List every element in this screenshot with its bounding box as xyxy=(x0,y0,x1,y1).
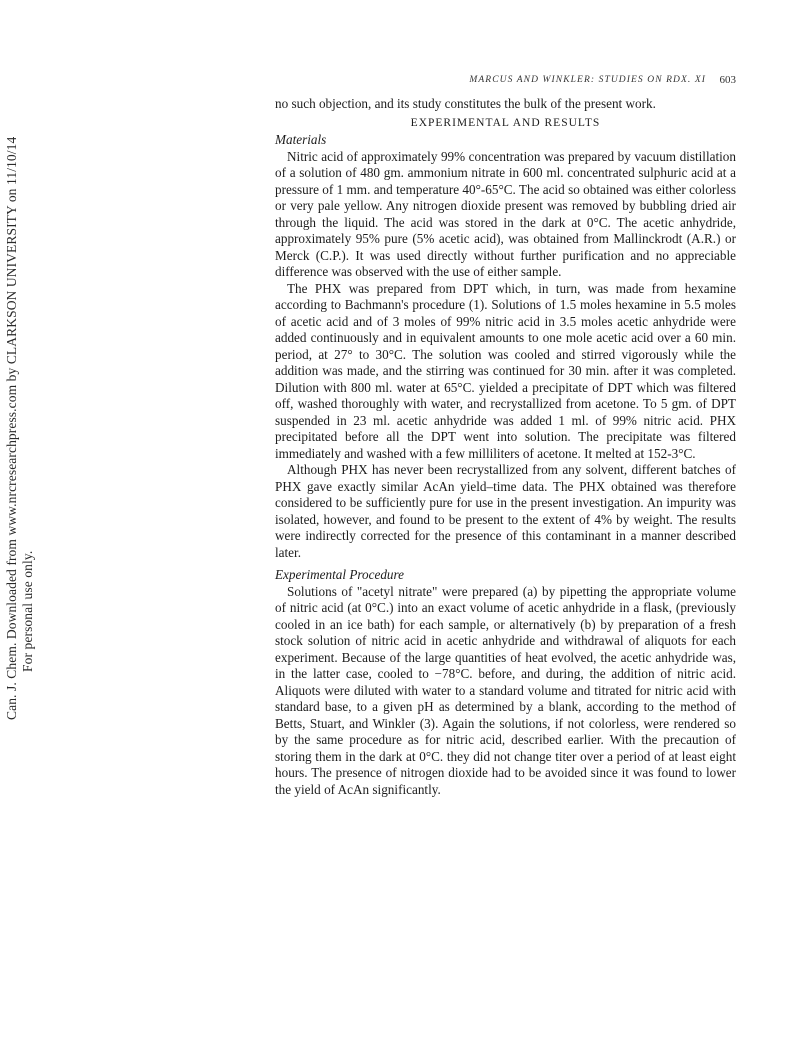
running-head: MARCUS AND WINKLER: STUDIES ON RDX. XI xyxy=(469,75,706,85)
section-title: EXPERIMENTAL AND RESULTS xyxy=(410,116,601,129)
page-number: 603 xyxy=(719,74,736,86)
materials-paragraph-2: The PHX was prepared from DPT which, in turn, was made from hexamine according to Bachmann's procedure (1). Solutions of 1.5 moles hexamine in 5.5 moles of acetic acid and of 3 moles of 99% nitric acid in 3.5 moles acetic anhydride were added continuously and in equivalent amounts to one mole acetic acid over a 60 min. period, at 27° to 30°C. The solution was cooled and stirred vigorously while the addition was made, and the stirring was continued for 30 min. after it was completed. Dilution with 800 ml. water at 65°C. yielded a precipitate of DPT which was filtered off, washed thoroughly with water, and recrystallized from acetone. To 5 gm. of DPT suspended in 23 ml. acetic anhydride was added 1 ml. of 99% nitric acid. PHX precipitated before all the DPT went into solution. The precipitate was filtered immediately and washed with a few milliliters of acetone. It melted at 152-3°C. xyxy=(275,280,736,461)
materials-paragraph-3: Although PHX has never been recrystallized from any solvent, different batches of PHX gave exactly similar AcAn yield–time data. The PHX obtained was therefore considered to be sufficiently pure for use in the present investigation. An impurity was isolated, however, and found to be present to the extent of 4% by weight. The results were indirectly corrected for the presence of this contaminant in a manner described later. xyxy=(275,462,736,560)
personal-use-notice: For personal use only. xyxy=(20,550,35,672)
intro-paragraph: no such objection, and its study constitutes the bulk of the present work. xyxy=(275,96,656,111)
download-watermark xyxy=(0,80,48,720)
procedure-paragraph-1: Solutions of "acetyl nitrate" were prepared (a) by pipetting the appropriate volume of nitric acid (at 0°C.) into an exact volume of acetic anhydride in a flask, (previously cooled in an ice bath) for each sample, or alternatively (b) by preparation of a fresh stock solution of nitric acid in acetic anhydride and withdrawal of aliquots for each experiment. Because of the large quantities of heat evolved, the acetic anhydride was, in the latter case, cooled to −78°C. before, and during, the addition of nitric acid. Aliquots were diluted with water to a standard volume and titrated for nitric acid with standard base, to a given pH as determined by a blank, according to the method of Betts, Stuart, and Winkler (3). Again the solutions, if not colorless, were rendered so by the same procedure as for nitric acid, described earlier. With the precaution of storing them in the dark at 0°C. they did not change titer over a period of at least eight hours. The presence of nitrogen dioxide had to be avoided since it was found to lower the yield of AcAn significantly. xyxy=(275,583,736,797)
download-notice-line: Can. J. Chem. Downloaded from www.nrcresearchpress.com by CLARKSON UNIVERSITY on 11/10/14 xyxy=(4,136,19,720)
procedure-heading: Experimental Procedure xyxy=(275,567,405,582)
page-header xyxy=(275,74,736,90)
article-body xyxy=(275,96,736,798)
materials-heading: Materials xyxy=(275,132,327,147)
materials-paragraph-1: Nitric acid of approximately 99% concentration was prepared by vacuum distillation of a solution of 480 gm. ammonium nitrate in 600 ml. concentrated sulphuric acid at a pressure of 1 mm. and temperature 40°-65°C. The acid so obtained was either colorless or very pale yellow. Any nitrogen dioxide present was removed by bubbling dried air through the liquid. The acid was stored in the dark at 0°C. The acetic anhydride, approximately 95% pure (5% acetic acid), was obtained from Mallinckrodt (A.R.) or Merck (C.P.). It was used directly without further purification and no appreciable difference was observed with the use of either sample. xyxy=(275,148,736,279)
